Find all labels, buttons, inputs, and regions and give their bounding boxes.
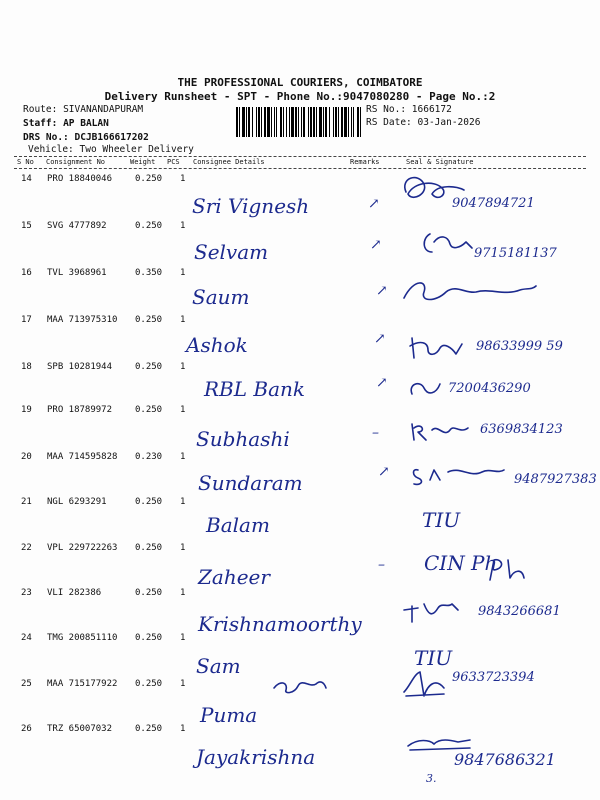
handwritten-phone: 9847686321 (454, 750, 556, 769)
row-pcs: 1 (180, 268, 186, 278)
row-weight: 0.250 (135, 221, 163, 231)
row-pcs: 1 (180, 174, 186, 184)
row-weight: 0.250 (135, 405, 163, 415)
row-pcs: 1 (180, 315, 186, 325)
table-row (0, 724, 600, 738)
remark-mark: ↗ (376, 283, 388, 299)
remark-mark: ↗ (368, 196, 380, 212)
row-pcs: 1 (180, 633, 186, 643)
staff-label: Staff: (23, 118, 58, 129)
row-pcs: 1 (180, 588, 186, 598)
handwritten-page-mark: 3. (426, 772, 437, 785)
row-consignment: SVG 4777892 (47, 221, 107, 231)
row-weight: 0.230 (135, 452, 163, 462)
row-pcs: 1 (180, 405, 186, 415)
drs-label: DRS No.: (23, 132, 69, 143)
row-sno: 15 (21, 221, 32, 231)
row-sno: 19 (21, 405, 32, 415)
signature-scribble (420, 228, 476, 258)
row-pcs: 1 (180, 497, 186, 507)
row-pcs: 1 (180, 452, 186, 462)
rs-date-line (366, 117, 480, 128)
col-header-remarks: Remarks (350, 158, 380, 166)
table-header-rule (14, 168, 586, 169)
handwritten-seal-text: CIN Ph (424, 551, 498, 575)
row-consignment: PRO 18840046 (47, 174, 113, 184)
handwritten-phone: 9715181137 (474, 246, 557, 261)
remark-mark: ↗ (378, 464, 390, 480)
route-value: SIVANANDAPURAM (63, 104, 144, 115)
handwritten-consignee-name: Saum (192, 285, 250, 309)
row-consignment: MAA 714595828 (47, 452, 118, 462)
table-row (0, 315, 600, 329)
table-row (0, 543, 600, 557)
rs-no-label: RS No.: (366, 104, 407, 115)
signature-scribble (404, 734, 474, 752)
rs-date-label: RS Date: (366, 117, 412, 128)
row-consignment: MAA 713975310 (47, 315, 118, 325)
row-weight: 0.250 (135, 497, 163, 507)
row-consignment: VPL 229722263 (47, 543, 118, 553)
row-consignment: MAA 715177922 (47, 679, 118, 689)
handwritten-phone: 6369834123 (480, 422, 563, 437)
row-sno: 18 (21, 362, 32, 372)
handwritten-consignee-name: Subhashi (196, 427, 290, 451)
col-header-consignee: Consignee Details (193, 158, 265, 166)
handwritten-consignee-name: Selvam (194, 240, 269, 264)
row-pcs: 1 (180, 679, 186, 689)
handwritten-consignee-name: Puma (200, 703, 258, 727)
handwritten-seal-text: TIU (422, 508, 461, 532)
rs-no-value: 1666172 (411, 104, 452, 115)
table-row (0, 362, 600, 376)
row-sno: 14 (21, 174, 32, 184)
handwritten-phone: 9633723394 (452, 670, 535, 685)
row-weight: 0.250 (135, 174, 163, 184)
row-sno: 22 (21, 543, 32, 553)
col-header-consignment: Consignment No (46, 158, 106, 166)
col-header-pcs: PCS (167, 158, 180, 166)
rs-no-line (366, 104, 452, 115)
handwritten-consignee-name: Zaheer (198, 565, 270, 589)
handwritten-consignee-name: RBL Bank (204, 377, 306, 401)
row-consignment: SPB 10281944 (47, 362, 113, 372)
signature-scribble (400, 276, 540, 308)
signature-scribble (270, 672, 330, 698)
table-row (0, 452, 600, 466)
row-weight: 0.250 (135, 679, 163, 689)
signature-scribble (398, 172, 468, 206)
remark-mark: ↗ (374, 331, 386, 347)
row-weight: 0.250 (135, 362, 163, 372)
handwritten-phone: 98633999 59 (476, 339, 563, 354)
row-weight: 0.250 (135, 588, 163, 598)
signature-scribble (398, 596, 478, 626)
handwritten-consignee-name: Sam (196, 654, 241, 678)
row-pcs: 1 (180, 362, 186, 372)
vehicle-label: Vehicle: (28, 144, 74, 155)
row-sno: 16 (21, 268, 32, 278)
handwritten-consignee-name: Balam (206, 513, 270, 537)
row-consignment: PRO 18789972 (47, 405, 113, 415)
handwritten-phone: 9843266681 (478, 604, 561, 619)
row-weight: 0.350 (135, 268, 163, 278)
vehicle-value: Two Wheeler Delivery (79, 144, 194, 155)
row-consignment: TMG 200851110 (47, 633, 118, 643)
row-consignment: VLI 282386 (47, 588, 102, 598)
handwritten-consignee-name: Sri Vignesh (192, 194, 310, 218)
signature-scribble (406, 376, 446, 402)
row-sno: 25 (21, 679, 32, 689)
col-header-weight: Weight (130, 158, 156, 166)
row-pcs: 1 (180, 543, 186, 553)
row-weight: 0.250 (135, 633, 163, 643)
row-sno: 23 (21, 588, 32, 598)
remark-mark: – (372, 425, 379, 441)
row-sno: 24 (21, 633, 32, 643)
table-row (0, 405, 600, 419)
col-header-sno: S No (17, 158, 34, 166)
col-header-seal: Seal & Signature (406, 158, 474, 166)
remark-mark: ↗ (370, 237, 382, 253)
row-weight: 0.250 (135, 315, 163, 325)
staff-value: AP BALAN (63, 118, 109, 129)
handwritten-consignee-name: Sundaram (198, 471, 303, 495)
table-row (0, 221, 600, 235)
remark-mark: – (378, 557, 385, 573)
row-pcs: 1 (180, 724, 186, 734)
signature-scribble (408, 462, 508, 488)
signature-scribble (484, 556, 534, 584)
row-weight: 0.250 (135, 724, 163, 734)
signature-scribble (406, 334, 476, 362)
rs-date-value: 03-Jan-2026 (417, 117, 481, 128)
table-row (0, 588, 600, 602)
runsheet-subtitle: Delivery Runsheet - SPT - Phone No.:9047080280 - Page No.:2 (104, 90, 496, 103)
route-label: Route: (23, 104, 58, 115)
handwritten-consignee-name: Krishnamoorthy (198, 612, 362, 636)
table-top-rule (14, 156, 586, 157)
barcode-image (236, 107, 364, 137)
table-row (0, 497, 600, 511)
row-consignment: NGL 6293291 (47, 497, 107, 507)
row-consignment: TVL 3968961 (47, 268, 107, 278)
row-pcs: 1 (180, 221, 186, 231)
handwritten-phone: 7200436290 (448, 381, 531, 396)
drs-line (23, 132, 149, 143)
company-title: THE PROFESSIONAL COURIERS, COIMBATORE (177, 76, 423, 89)
vehicle-line (28, 144, 194, 155)
handwritten-consignee-name: Ashok (186, 333, 248, 357)
staff-line (23, 118, 109, 129)
row-sno: 21 (21, 497, 32, 507)
drs-value: DCJB166617202 (74, 132, 149, 143)
handwritten-phone: 9047894721 (452, 196, 535, 211)
row-sno: 26 (21, 724, 32, 734)
route-line (23, 104, 143, 115)
row-sno: 17 (21, 315, 32, 325)
handwritten-seal-text: TIU (414, 646, 453, 670)
row-consignment: TRZ 65007032 (47, 724, 113, 734)
row-weight: 0.250 (135, 543, 163, 553)
row-sno: 20 (21, 452, 32, 462)
signature-scribble (408, 418, 480, 444)
table-row (0, 174, 600, 188)
handwritten-consignee-name: Jayakrishna (196, 745, 316, 769)
signature-scribble (400, 668, 450, 702)
remark-mark: ↗ (376, 375, 388, 391)
handwritten-phone: 9487927383 (514, 472, 597, 487)
